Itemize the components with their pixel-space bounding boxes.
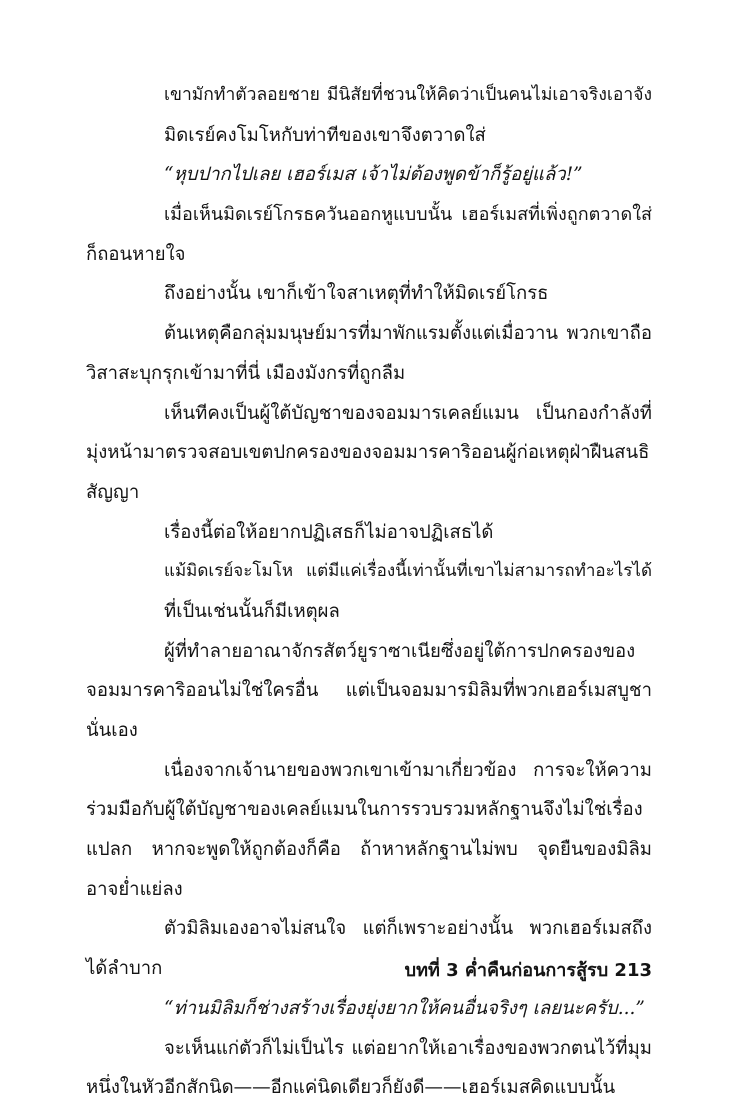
text-line: จะเห็นแก่ตัวก็ไม่เป็นไร แต่อยากให้เอาเรื่องของพวกตนไว้ที่มุม <box>164 1037 652 1059</box>
body-text <box>86 76 652 1108</box>
text-line: แม้มิดเรย์จะโมโห แต่มีแค่เรื่องนี้เท่านั้นที่เขาไม่สามารถทำอะไรได้ <box>164 561 652 582</box>
text-line: ก็ถอนหายใจ <box>86 243 186 265</box>
text-line: สัญญา <box>86 481 140 503</box>
text-line: ร่วมมือกับผู้ใต้บัญชาของเคลย์แมนในการรวบรวมหลักฐานจึงไม่ใช่เรื่อง <box>86 799 643 821</box>
text-line: แปลก หากจะพูดให้ถูกต้องก็คือ ถ้าหาหลักฐานไม่พบ จุดยืนของมิลิม <box>86 839 652 861</box>
text-line: ผู้ที่ทำลายอาณาจักรสัตว์ยูราซาเนียซึ่งอยู่ใต้การปกครองของ <box>164 640 636 662</box>
text-line: จอมมารคาริออนไม่ใช่ใครอื่น แต่เป็นจอมมารมิลิมที่พวกเฮอร์เมสบูชา <box>86 680 652 702</box>
text-line: เรื่องนี้ต่อให้อยากปฏิเสธก็ไม่อาจปฏิเสธได้ <box>164 521 494 543</box>
text-line: อาจย่ำแย่ลง <box>86 878 183 900</box>
dialogue-line: “หุบปากไปเลย เฮอร์เมส เจ้าไม่ต้องพูดข้าก็รู้อยู่แล้ว!” <box>164 164 583 186</box>
text-line: ต้นเหตุคือกลุ่มมนุษย์มารที่มาพักแรมตั้งแต่เมื่อวาน พวกเขาถือ <box>164 323 652 345</box>
text-line: เห็นทีคงเป็นผู้ใต้บัญชาของจอมมารเคลย์แมน เป็นกองกำลังที่ <box>164 402 652 424</box>
text-line: ที่เป็นเช่นนั้นก็มีเหตุผล <box>164 600 340 622</box>
text-line: เขามักทำตัวลอยชาย มีนิสัยที่ชวนให้คิดว่าเป็นคนไม่เอาจริงเอาจัง <box>164 85 652 105</box>
dialogue-line: “ท่านมิลิมก็ช่างสร้างเรื่องยุ่งยากให้คนอื่นจริงๆ เลยนะครับ...” <box>164 997 645 1019</box>
text-line: หนึ่งในหัวอีกสักนิด——อีกแค่นิดเดียวก็ยังดี——เฮอร์เมสคิดแบบนั้น <box>86 1077 616 1099</box>
text-line: ถึงอย่างนั้น เขาก็เข้าใจสาเหตุที่ทำให้มิดเรย์โกรธ <box>164 283 549 305</box>
text-line: มิดเรย์คงโมโหกับท่าทีของเขาจึงตวาดใส่ <box>164 124 486 146</box>
text-line: มุ่งหน้ามาตรวจสอบเขตปกครองของจอมมารคาริออนผู้ก่อเหตุฝ่าฝืนสนธิ <box>86 442 650 464</box>
text-line: ได้ลำบาก <box>86 958 163 980</box>
text-line: นั่นเอง <box>86 720 138 741</box>
text-line: ตัวมิลิมเองอาจไม่สนใจ แต่ก็เพราะอย่างนั้น พวกเฮอร์เมสถึง <box>164 918 652 940</box>
page-footer: บทที่ 3 ค่ำคืนก่อนการสู้รบ 213 <box>404 960 652 981</box>
text-line: เนื่องจากเจ้านายของพวกเขาเข้ามาเกี่ยวข้อง การจะให้ความ <box>164 759 652 781</box>
text-line: วิสาสะบุกรุกเข้ามาที่นี่ เมืองมังกรที่ถูกลืม <box>86 362 406 384</box>
text-line: เมื่อเห็นมิดเรย์โกรธควันออกหูแบบนั้น เฮอร์เมสที่เพิ่งถูกตวาดใส่ <box>164 204 652 226</box>
